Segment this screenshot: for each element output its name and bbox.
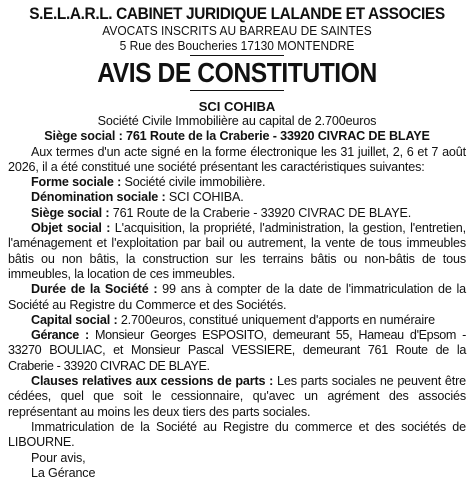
field-siege bbox=[8, 206, 466, 221]
firm-name: S.E.L.A.R.L. CABINET JURIDIQUE LALANDE ET ASSOCIES bbox=[29, 4, 445, 23]
field-value: 2.700euros, constitué uniquement d'apports en numéraire bbox=[117, 312, 435, 327]
field-label: Gérance : bbox=[31, 328, 89, 343]
field-duree bbox=[8, 282, 466, 313]
field-label: Forme sociale : bbox=[31, 175, 122, 190]
field-value: Les parts sociales ne peuvent être cédées, quel que soit le cessionnaire, qu'avec un agrément des associés représentant au moins les deux tiers des parts sociales. bbox=[8, 374, 466, 419]
field-clauses bbox=[8, 374, 466, 420]
registration-paragraph: Immatriculation de la Société au Registre du commerce et des sociétés de LIBOURNE. bbox=[8, 419, 466, 450]
field-objet bbox=[8, 221, 466, 282]
divider bbox=[190, 55, 284, 56]
firm-address: 5 Rue des Boucheries 17130 MONTENDRE bbox=[119, 38, 355, 53]
field-label: Objet social : bbox=[31, 221, 111, 236]
field-value: SCI COHIBA. bbox=[165, 190, 244, 205]
company-type: Société Civile Immobilière au capital de 2.700euros bbox=[97, 114, 377, 128]
field-label: Capital social : bbox=[31, 312, 118, 327]
field-label: Siège social : bbox=[31, 205, 110, 220]
company-name: SCI COHIBA bbox=[198, 99, 276, 114]
field-value: Monsieur Georges ESPOSITO, demeurant 55, Hameau d'Epsom - 33270 BOULIAC, et Monsieur Pascal VESSIERE, demeurant 761 Route de la Craberie - 33920 CIVRAC DE BLAYE. bbox=[8, 328, 467, 373]
seat-line: Siège social : 761 Route de la Craberie - 33920 CIVRAC DE BLAYE bbox=[44, 129, 430, 144]
divider bbox=[190, 90, 284, 91]
field-value: L'acquisition, la propriété, l'administration, la gestion, l'entretien, l'aménagement et l'exploitation par bail ou autrement, la vente de tous immeubles bâtis ou non bâtis, la construction sur les terrains bâtis ou non-bâtis de tous immeubles, la location de ces immeubles. bbox=[8, 221, 466, 281]
field-label: Dénomination sociale : bbox=[31, 190, 166, 205]
field-label: Clauses relatives aux cessions de parts : bbox=[31, 374, 274, 389]
field-value: Société civile immobilière. bbox=[121, 175, 266, 190]
closing-line: Pour avis, bbox=[31, 450, 86, 465]
field-value: 761 Route de la Craberie - 33920 CIVRAC DE BLAYE. bbox=[109, 205, 412, 220]
field-denomination bbox=[8, 190, 466, 205]
field-label: Durée de la Société : bbox=[31, 282, 158, 297]
field-gerance bbox=[8, 328, 466, 374]
field-capital bbox=[8, 313, 466, 328]
field-forme bbox=[8, 175, 466, 190]
notice-title: AVIS DE CONSTITUTION bbox=[97, 57, 377, 88]
field-value: 99 ans à compter de la date de l'immatriculation de la Société au Registre du Commerce et des Sociétés. bbox=[8, 282, 466, 312]
intro-paragraph: Aux termes d'un acte signé en la forme électronique les 31 juillet, 2, 6 et 7 août 2026, il a été constitué une société présentant les caractéristiques suivantes: bbox=[8, 144, 466, 174]
notice-body bbox=[8, 145, 466, 482]
signature-line: La Gérance bbox=[31, 465, 96, 480]
firm-bar-line: AVOCATS INSCRITS AU BARREAU DE SAINTES bbox=[102, 23, 372, 38]
